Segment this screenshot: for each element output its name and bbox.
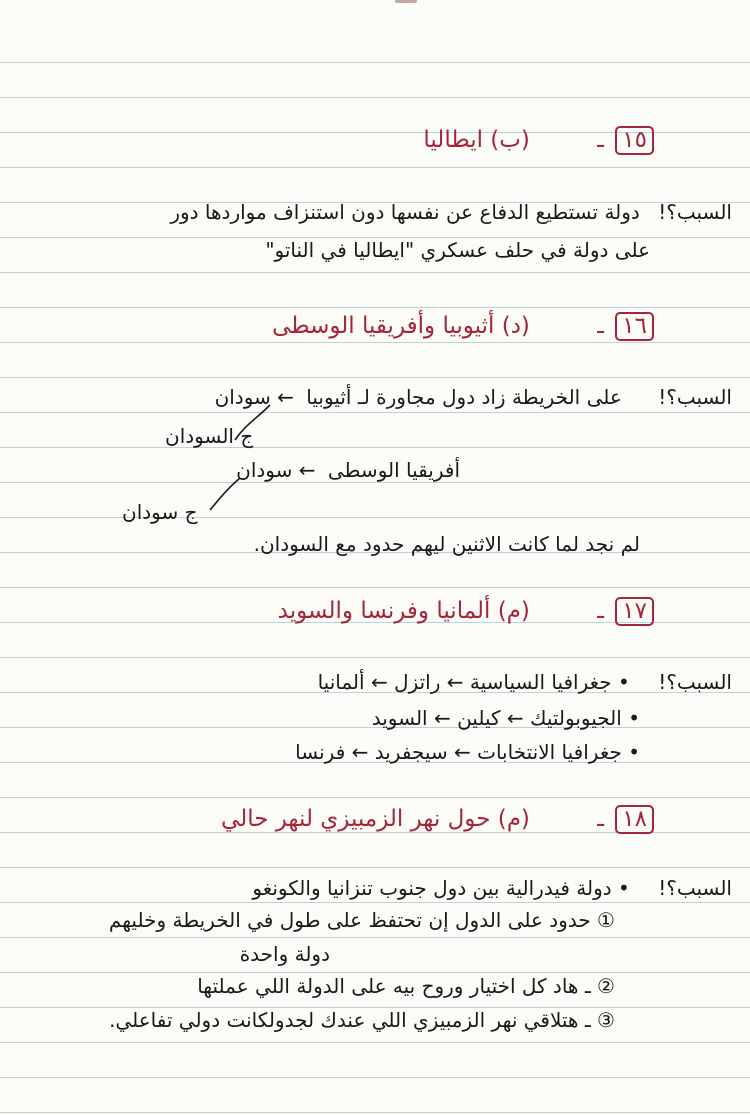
q18-reason-line xyxy=(252,876,732,900)
q15-reason-line2: على دولة في حلف عسكري "ايطاليا في الناتو" xyxy=(265,238,650,262)
q16-main: على الخريطة زاد دول مجاورة لـ أثيوبيا xyxy=(306,385,622,409)
q17-header xyxy=(278,597,654,626)
q18-number: ١٨ xyxy=(615,805,654,834)
q16-reason-line xyxy=(215,385,732,409)
q17-bullet2: • الجيوبولتيك ← كيلين ← السويد xyxy=(371,706,640,730)
q15-reason-line1 xyxy=(170,200,732,224)
q17-reason-line1 xyxy=(318,670,732,694)
q18-point1a: ① حدود على الدول إن تحتفظ على طول في الخريطة وخليهم xyxy=(108,908,615,932)
q16-branch3: سودان xyxy=(236,458,293,482)
q16-reason-label: السبب؟! xyxy=(658,385,732,409)
q16-header xyxy=(272,312,654,341)
q16-answer: (د) أثيوبيا وأفريقيا الوسطى xyxy=(272,313,530,339)
q15-text1: دولة تستطيع الدفاع عن نفسها دون استنزاف مواردها دور xyxy=(170,200,640,224)
q15-number: ١٥ xyxy=(615,126,654,155)
q17-bullet3: • جغرافيا الانتخابات ← سيجفريد ← فرنسا xyxy=(295,740,640,764)
q18-point1b: دولة واحدة xyxy=(239,942,330,966)
q18-answer: (م) حول نهر الزمبيزي لنهر حالي xyxy=(221,806,530,832)
q17-bullet1: • جغرافيا السياسية ← راتزل ← ألمانيا xyxy=(317,670,630,694)
q17-reason-label: السبب؟! xyxy=(658,670,732,694)
q16-dash: ـ xyxy=(597,313,604,339)
q17-dash: ـ xyxy=(597,598,604,624)
q18-reason-label: السبب؟! xyxy=(658,876,732,900)
q16-branch2: ج السودان xyxy=(165,424,254,448)
q15-header xyxy=(423,126,654,155)
q16-arrow-2: ← xyxy=(298,458,316,482)
q18-point3: ③ ـ هتلاقي نهر الزمبيزي اللي عندك لجدولكانت دولي تفاعلي. xyxy=(109,1008,615,1032)
q17-answer: (م) ألمانيا وفرنسا والسويد xyxy=(277,598,530,624)
q18-point2: ② ـ هاد كل اختيار وروح بيه على الدولة اللي عملتها xyxy=(197,974,615,998)
q16-line2 xyxy=(236,458,460,482)
q18-header xyxy=(221,805,654,834)
q16-branch4: ج سودان xyxy=(122,500,198,524)
q15-reason-label: السبب؟! xyxy=(658,200,732,224)
q16-arrow-1: ← xyxy=(277,385,294,409)
q16-conclusion: لم نجد لما كانت الاثنين ليهم حدود مع السودان. xyxy=(253,532,640,556)
q18-dash: ـ xyxy=(597,806,604,832)
q16-main2: أفريقيا الوسطى xyxy=(327,458,460,482)
q16-branch1: سودان xyxy=(214,385,271,409)
q15-dash: ـ xyxy=(597,127,604,153)
q16-number: ١٦ xyxy=(615,312,654,341)
q18-intro: • دولة فيدرالية بين دول جنوب تنزانيا والكونغو xyxy=(252,876,630,900)
q15-answer: (ب) ايطاليا xyxy=(423,127,530,153)
q17-number: ١٧ xyxy=(615,597,654,626)
